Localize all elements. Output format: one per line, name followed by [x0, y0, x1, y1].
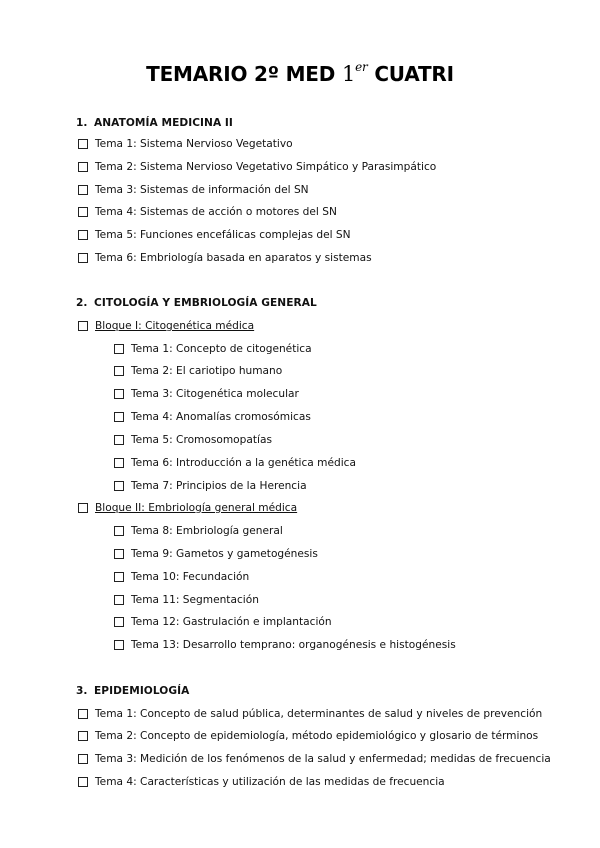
list-item: Tema 1: Concepto de citogenética: [114, 343, 312, 355]
checkbox[interactable]: [114, 412, 124, 422]
list-item: Tema 10: Fecundación: [114, 571, 249, 583]
list-item: Tema 5: Funciones encefálicas complejas del SN: [78, 229, 351, 241]
checkbox[interactable]: [114, 595, 124, 605]
checkbox[interactable]: [114, 389, 124, 399]
list-item: Tema 9: Gametos y gametogénesis: [114, 548, 318, 560]
checkbox[interactable]: [78, 207, 88, 217]
checkbox[interactable]: [78, 503, 88, 513]
checkbox[interactable]: [114, 366, 124, 376]
list-item: Tema 3: Sistemas de información del SN: [78, 184, 309, 196]
title-ordinal: 1er: [341, 60, 368, 86]
checkbox[interactable]: [114, 640, 124, 650]
list-item: Tema 7: Principios de la Herencia: [114, 480, 307, 492]
list-item: Tema 2: Sistema Nervioso Vegetativo Simpático y Parasimpático: [78, 161, 436, 173]
block-item: Bloque I: Citogenética médica: [78, 320, 254, 332]
checkbox[interactable]: [78, 731, 88, 741]
list-item: Tema 11: Segmentación: [114, 594, 259, 606]
checkbox[interactable]: [114, 344, 124, 354]
checkbox[interactable]: [78, 709, 88, 719]
list-item: Tema 4: Características y utilización de las medidas de frecuencia: [78, 776, 445, 788]
title-suffix: CUATRI: [374, 62, 454, 86]
section-heading-citologia: 2. CITOLOGÍA Y EMBRIOLOGÍA GENERAL: [76, 297, 317, 309]
list-item: Tema 2: Concepto de epidemiología, método epidemiológico y glosario de términos: [78, 730, 538, 742]
page-title: [0, 62, 600, 86]
checkbox[interactable]: [78, 777, 88, 787]
checkbox[interactable]: [78, 139, 88, 149]
list-item: Tema 6: Introducción a la genética médica: [114, 457, 356, 469]
checkbox[interactable]: [78, 754, 88, 764]
checkbox[interactable]: [114, 458, 124, 468]
list-item: Tema 1: Sistema Nervioso Vegetativo: [78, 138, 293, 150]
title-ordinal-sup: er: [355, 60, 368, 74]
checkbox[interactable]: [114, 435, 124, 445]
checkbox[interactable]: [78, 321, 88, 331]
list-item: Tema 8: Embriología general: [114, 525, 283, 537]
list-item: Tema 5: Cromosomopatías: [114, 434, 272, 446]
checkbox[interactable]: [114, 526, 124, 536]
checkbox[interactable]: [114, 481, 124, 491]
title-main: TEMARIO 2º MED: [146, 62, 336, 86]
section-heading-epidemiologia: 3. EPIDEMIOLOGÍA: [76, 685, 190, 697]
list-item: Tema 1: Concepto de salud pública, determinantes de salud y niveles de prevención: [78, 708, 542, 720]
list-item: Tema 6: Embriología basada en aparatos y sistemas: [78, 252, 372, 264]
checkbox[interactable]: [114, 572, 124, 582]
list-item: Tema 2: El cariotipo humano: [114, 365, 282, 377]
checkbox[interactable]: [78, 253, 88, 263]
section-heading-anatomia: 1. ANATOMÍA MEDICINA II: [76, 117, 233, 129]
list-item: Tema 3: Citogenética molecular: [114, 388, 299, 400]
checkbox[interactable]: [78, 230, 88, 240]
list-item: Tema 3: Medición de los fenómenos de la salud y enfermedad; medidas de frecuencia: [78, 753, 551, 765]
checkbox[interactable]: [114, 617, 124, 627]
checkbox[interactable]: [78, 185, 88, 195]
checkbox[interactable]: [114, 549, 124, 559]
checkbox[interactable]: [78, 162, 88, 172]
list-item: Tema 4: Sistemas de acción o motores del SN: [78, 206, 337, 218]
list-item: Tema 4: Anomalías cromosómicas: [114, 411, 311, 423]
list-item: Tema 12: Gastrulación e implantación: [114, 616, 332, 628]
list-item: Tema 13: Desarrollo temprano: organogénesis e histogénesis: [114, 639, 456, 651]
block-item: Bloque II: Embriología general médica: [78, 502, 297, 514]
